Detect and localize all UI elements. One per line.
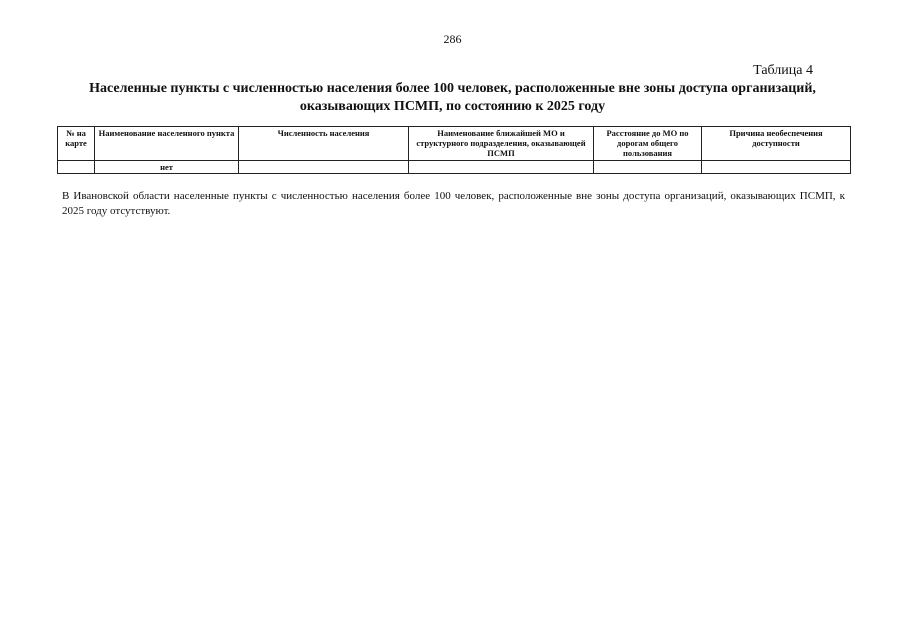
table-title-line-1: Населенные пункты с численностью населения более 100 человек, расположенные вне зоны доступа организаций, [89,81,816,96]
table-header-row [58,127,851,161]
header-map-number: № на карте [58,127,95,161]
header-reason: Причина необеспечения доступности [702,127,851,161]
header-distance: Расстояние до МО по дорогам общего пользования [594,127,702,161]
page-number: 286 [443,32,462,46]
table-title-line-2: оказывающих ПСМП, по состоянию к 2025 году [299,99,606,114]
header-population: Численность населения [239,127,409,161]
cell-population [239,161,409,174]
cell-distance [594,161,702,174]
cell-reason [702,161,851,174]
header-nearest-mo: Наименование ближайшей МО и структурного подразделения, оказывающей ПСМП [409,127,594,161]
cell-nearest-mo [409,161,594,174]
table-row [58,161,851,174]
table-label: Таблица 4 [753,63,813,78]
settlements-table [57,126,851,174]
table-title [40,80,865,116]
body-paragraph: В Ивановской области населенные пункты с численностью населения более 100 человек, расположенные вне зоны доступа организаций, оказывающих ПСМП, к 2025 году отсутствуют. [62,190,845,217]
header-settlement-name: Наименование населенного пункта [95,127,239,161]
cell-settlement-name: нет [95,161,239,174]
cell-map-number [58,161,95,174]
